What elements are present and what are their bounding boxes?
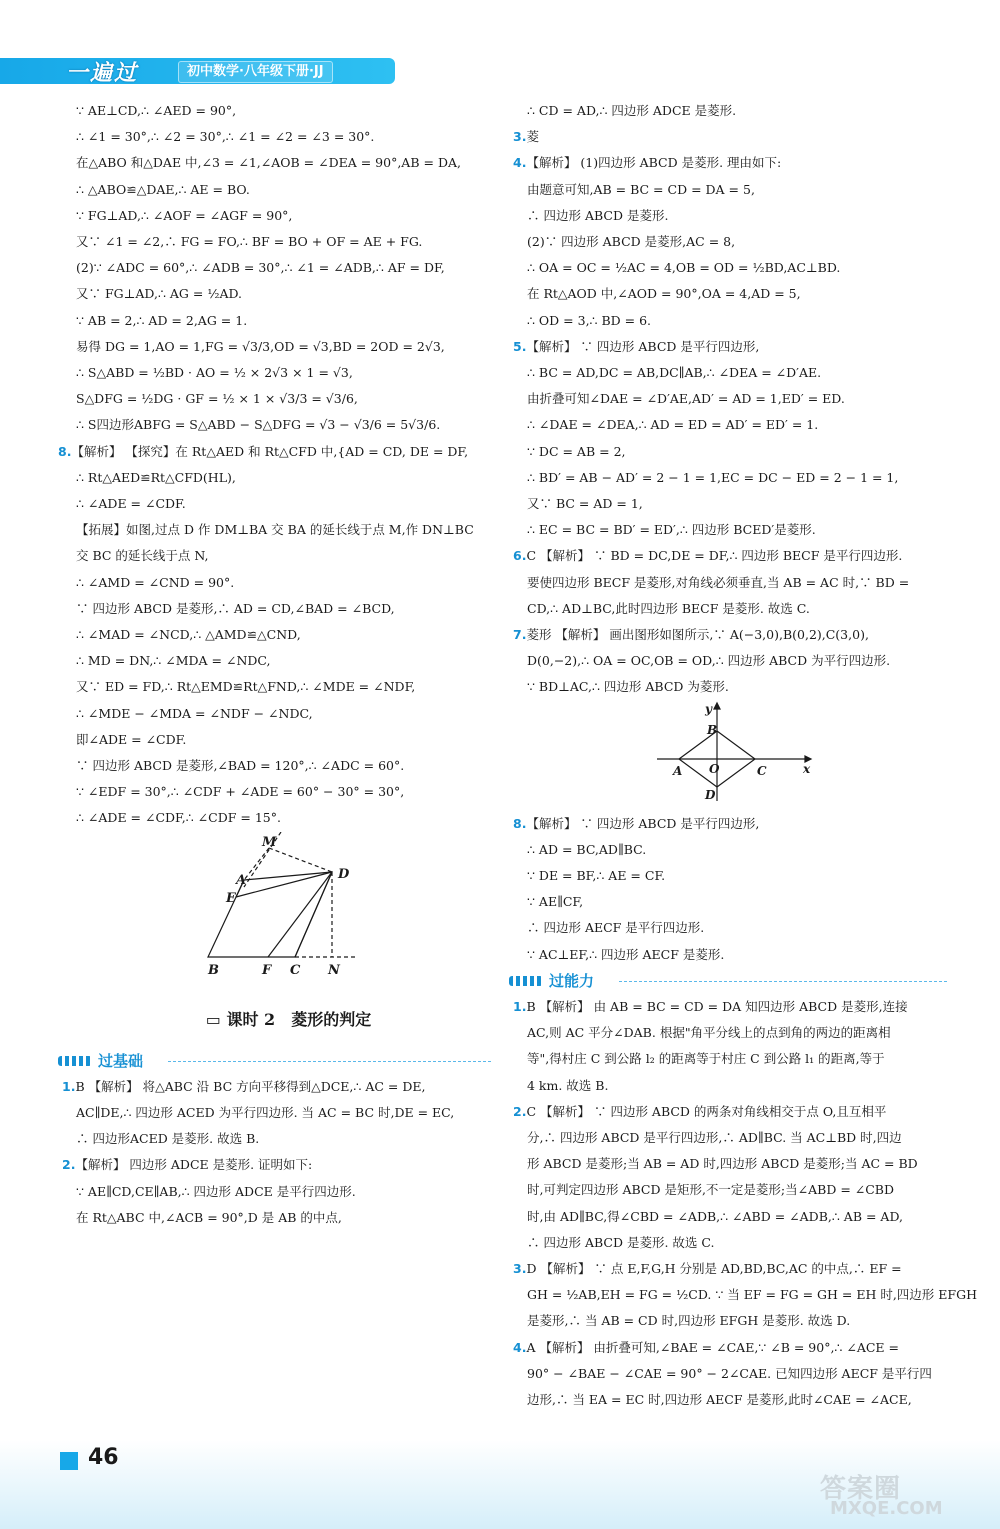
text-line: ∴ ∠MDE − ∠MDA = ∠NDF − ∠NDC, — [76, 705, 313, 721]
text-line: 易得 DG = 1,AO = 1,FG = √3/3,OD = √3,BD = 2OD = 2√3, — [76, 338, 445, 354]
question-8-right — [513, 811, 957, 968]
text-line: ∴ S四边形ABFG = S△ABD − S△DFG = √3 − √3/6 = 5√3/6. — [76, 417, 441, 433]
text-line: ∵ AE∥CF, — [527, 894, 584, 910]
text-line: 又∵ BC = AD = 1, — [527, 496, 643, 512]
text-line: ∵ FG⊥AD,∴ ∠AOF = ∠AGF = 90°, — [76, 207, 293, 223]
text-line: 在△ABO 和△DAE 中,∠3 = ∠1,∠AOB = ∠DEA = 90°,AB = DA, — [76, 155, 461, 171]
line-de — [236, 872, 332, 897]
question-number: 8. — [58, 443, 72, 459]
question-6 — [513, 543, 957, 622]
text-line: ∴ EC = BC = BD′ = ED′,∴ 四边形 BCED′是菱形. — [527, 522, 816, 538]
question-number: 5. — [513, 338, 527, 354]
text-line: S△DFG = ½DG · GF = ½ × 1 × √3/3 = √3/6, — [76, 391, 358, 407]
text-line: 边形,∴ 当 EA = EC 时,四边形 AECF 是菱形,此时∠CAE = ∠ACE, — [527, 1391, 912, 1407]
text-line — [513, 811, 957, 837]
question-text: 【解析】 ∵ 四边形 ABCD 是平行四边形, — [526, 338, 760, 354]
text-line: 是菱形,∴ 当 AB = CD 时,四边形 EFGH 是菱形. 故选 D. — [527, 1313, 851, 1329]
text-line: 形 ABCD 是菱形;当 AB = AD 时,四边形 ABCD 是菱形;当 AC = BD — [527, 1156, 918, 1172]
label-f: F — [262, 962, 272, 978]
question-3: 3.菱 — [513, 129, 539, 145]
text-line: ∴ OD = 3,∴ BD = 6. — [527, 312, 652, 328]
left-column — [58, 98, 501, 1231]
ability-question — [513, 1335, 957, 1414]
label-d: D — [338, 866, 350, 882]
text-line: ∵ DE = BF,∴ AE = CF. — [527, 868, 666, 884]
wave-icon — [509, 976, 543, 986]
question-number: 3. — [513, 1260, 527, 1276]
text-line: CD,∴ AD⊥BC,此时四边形 BECF 是菱形. 故选 C. — [527, 600, 810, 616]
text-line: 4 km. 故选 B. — [527, 1077, 609, 1093]
section-ability: 过能力 — [509, 968, 957, 994]
text-line: 要使四边形 BECF 是菱形,对角线必须垂直,当 AB = AC 时,∵ BD = — [527, 574, 910, 590]
text-line — [513, 622, 957, 648]
right-column — [513, 98, 977, 1413]
text-line: ∵ ∠EDF = 30°,∴ ∠CDF + ∠ADE = 60° − 30° = 30°, — [76, 784, 405, 800]
text-line — [513, 334, 957, 360]
text-line: 90° − ∠BAE − ∠CAE = 90° − 2∠CAE. 已知四边形 AECF 是平行四 — [527, 1365, 932, 1381]
question-number: 2. — [513, 1103, 527, 1119]
question-number: 4. — [513, 1339, 527, 1355]
text-line: (2)∵ 四边形 ABCD 是菱形,AC = 8, — [527, 234, 736, 250]
text-line — [62, 1074, 501, 1100]
text-line: 时,可判定四边形 ABCD 是矩形,不一定是菱形;当∠ABD = ∠CBD — [527, 1182, 895, 1198]
question-text: B 【解析】 由 AB = BC = CD = DA 知四边形 ABCD 是菱形,连接 — [526, 998, 908, 1014]
ability-question — [513, 1256, 977, 1335]
question-text: 【解析】 四边形 ADCE 是菱形. 证明如下: — [75, 1157, 313, 1173]
page-marker — [60, 1452, 78, 1470]
text-line — [513, 1099, 957, 1125]
text-line: ∴ AD = BC,AD∥BC. — [527, 841, 647, 857]
label-m: M — [262, 834, 277, 850]
section-rule — [168, 1061, 491, 1062]
text-line — [513, 1256, 957, 1282]
text-line: 由题意可知,AB = BC = CD = DA = 5, — [527, 181, 755, 197]
text-line: ∴ ∠MAD = ∠NCD,∴ △AMD≌△CND, — [76, 627, 301, 643]
question-text: C 【解析】 ∵ 四边形 ABCD 的两条对角线相交于点 O,且互相平 — [526, 1103, 887, 1119]
text-line — [62, 1152, 501, 1178]
text-line: D(0,−2),∴ OA = OC,OB = OD,∴ 四边形 ABCD 为平行四边形. — [527, 653, 891, 669]
text-line: ∴ BC = AD,DC = AB,DC∥AB,∴ ∠DEA = ∠D′AE. — [527, 365, 822, 381]
ability-question — [513, 994, 957, 1099]
question-text: C 【解析】 ∵ BD = DC,DE = DF,∴ 四边形 BECF 是平行四边形. — [526, 548, 903, 564]
label-a: A — [236, 872, 247, 888]
text-line: ∴ ∠AMD = ∠CND = 90°. — [76, 574, 235, 590]
text-line: 又∵ FG⊥AD,∴ AG = ½AD. — [76, 286, 243, 302]
text-line: ∴ 四边形 ABCD 是菱形. — [527, 207, 669, 223]
text-line: ∴ ∠ADE = ∠CDF. — [76, 496, 186, 512]
ability-questions — [513, 994, 977, 1413]
text-line: ∵ 四边形 ABCD 是菱形,∴ AD = CD,∠BAD = ∠BCD, — [76, 600, 395, 616]
text-line — [513, 150, 957, 176]
lesson-title: ▭ 课时 2 菱形的判定 — [205, 1009, 372, 1029]
text-line: ∴ △ABO≌△DAE,∴ AE = BO. — [76, 181, 250, 197]
question-8-body — [76, 465, 501, 832]
wave-icon — [58, 1056, 92, 1066]
label-y: y — [705, 701, 712, 716]
question-number: 4. — [513, 155, 527, 171]
question-8 — [58, 439, 501, 465]
question-number: 7. — [513, 627, 527, 643]
text-line — [513, 1335, 957, 1361]
text-line: 又∵ ED = FD,∴ Rt△EMD≌Rt△FND,∴ ∠MDE = ∠NDF, — [76, 679, 416, 695]
label-x: x — [803, 761, 811, 776]
label-a7: A — [673, 763, 683, 778]
text-line: ∵ AB = 2,∴ AD = 2,AG = 1. — [76, 312, 248, 328]
text-line: ∵ AC⊥EF,∴ 四边形 AECF 是菱形. — [527, 946, 725, 962]
text-line: ∵ AE∥CD,CE∥AB,∴ 四边形 ADCE 是平行四边形. — [76, 1183, 356, 1199]
text-line: 又∵ ∠1 = ∠2,∴ FG = FO,∴ BF = BO + OF = AE + FG. — [76, 234, 423, 250]
question-text: 【解析】 (1)四边形 ABCD 是菱形. 理由如下: — [526, 155, 782, 171]
rhombus-figure — [76, 832, 501, 992]
text-line: 【拓展】如图,过点 D 作 DM⊥BA 交 BA 的延长线于点 M,作 DN⊥BC — [76, 522, 474, 538]
text-line: (2)∵ ∠ADC = 60°,∴ ∠ADB = 30°,∴ ∠1 = ∠ADB,∴ AF = DF, — [76, 260, 445, 276]
continued-line: ∴ CD = AD,∴ 四边形 ADCE 是菱形. — [527, 103, 737, 118]
question-line: 【解析】 【探究】在 Rt△AED 和 Rt△CFD 中,{AD = CD, DE = DF, — [71, 443, 469, 459]
basic-question — [62, 1152, 501, 1231]
text-line: ∴ Rt△AED≌Rt△CFD(HL), — [76, 469, 236, 485]
label-e: E — [226, 890, 236, 906]
text-line: ∴ 四边形 AECF 是平行四边形. — [527, 920, 705, 936]
label-c7: C — [757, 763, 767, 778]
page-header — [0, 0, 1000, 92]
text-line: AC∥DE,∴ 四边形 ACED 为平行四边形. 当 AC = BC 时,DE = EC, — [76, 1104, 455, 1120]
text-line: 时,由 AD∥BC,得∠CBD = ∠ADB,∴ ∠ABD = ∠ADB,∴ AB = AD, — [527, 1208, 904, 1224]
label-o7: O — [709, 761, 720, 776]
question-number: 6. — [513, 548, 527, 564]
label-d7: D — [705, 787, 716, 802]
question-number: 1. — [513, 998, 527, 1014]
text-line: ∵ BD⊥AC,∴ 四边形 ABCD 为菱形. — [527, 679, 729, 695]
question-text: 【解析】 ∵ 四边形 ABCD 是平行四边形, — [526, 815, 760, 831]
text-line: ∴ OA = OC = ½AC = 4,OB = OD = ½BD,AC⊥BD. — [527, 260, 841, 276]
book-tag: 初中数学·八年级下册·JJ — [178, 61, 333, 83]
line-ma — [244, 848, 269, 880]
coordinate-figure — [527, 701, 957, 811]
question-number: 1. — [62, 1078, 76, 1094]
question-text: B 【解析】 将△ABC 沿 BC 方向平移得到△DCE,∴ AC = DE, — [75, 1078, 426, 1094]
watermark-logo: 答案圈 — [820, 1474, 902, 1504]
text-line: 交 BC 的延长线于点 N, — [76, 548, 209, 564]
label-c: C — [290, 962, 301, 978]
basic-question — [62, 1074, 501, 1153]
page-number: 46 — [88, 1445, 119, 1470]
question-text: A 【解析】 由折叠可知,∠BAE = ∠CAE,∵ ∠B = 90°,∴ ∠ACE = — [526, 1339, 899, 1355]
text-line: ∴ ∠1 = 30°,∴ ∠2 = 30°,∴ ∠1 = ∠2 = ∠3 = 30°. — [76, 129, 375, 145]
label-b: B — [208, 962, 219, 978]
text-line: 在 Rt△ABC 中,∠ACB = 90°,D 是 AB 的中点, — [76, 1209, 342, 1225]
solution-continued — [76, 98, 501, 439]
label-b7: B — [707, 722, 718, 737]
text-line — [513, 543, 957, 569]
text-line — [513, 994, 957, 1020]
text-line: ∴ MD = DN,∴ ∠MDA = ∠NDC, — [76, 653, 271, 669]
question-number: 8. — [513, 815, 527, 831]
text-line: ∵ DC = AB = 2, — [527, 443, 626, 459]
text-line: ∴ 四边形ACED 是菱形. 故选 B. — [76, 1131, 260, 1147]
question-number: 2. — [62, 1157, 76, 1173]
label-n: N — [328, 962, 340, 978]
text-line: ∴ 四边形 ABCD 是菱形. 故选 C. — [527, 1234, 715, 1250]
basic-questions — [62, 1074, 501, 1231]
question-4 — [513, 150, 957, 333]
ability-question — [513, 1099, 957, 1256]
text-line: ∴ ∠DAE = ∠DEA,∴ AD = ED = AD′ = ED′ = 1. — [527, 417, 819, 433]
text-line: ∴ ∠ADE = ∠CDF,∴ ∠CDF = 15°. — [76, 810, 281, 826]
text-line: ∵ AE⊥CD,∴ ∠AED = 90°, — [76, 103, 237, 118]
line-md — [269, 848, 332, 872]
text-line: ∴ BD′ = AB − AD′ = 2 − 1 = 1,EC = DC − ED = 2 − 1 = 1, — [527, 469, 899, 485]
section-basic: 过基础 — [58, 1048, 501, 1074]
text-line: 分,∴ 四边形 ABCD 是平行四边形,∴ AD∥BC. 当 AC⊥BD 时,四边 — [527, 1129, 902, 1145]
watermark-url: MXQE.COM — [830, 1498, 943, 1519]
text-line: 在 Rt△AOD 中,∠AOD = 90°,OA = 4,AD = 5, — [527, 286, 801, 302]
question-5 — [513, 334, 957, 544]
question-text: 菱形 【解析】 画出图形如图所示,∵ A(−3,0),B(0,2),C(3,0), — [526, 627, 869, 643]
text-line: AC,则 AC 平分∠DAB. 根据"角平分线上的点到角的两边的距离相 — [527, 1025, 891, 1041]
text-line: 等",得村庄 C 到公路 l₂ 的距离等于村庄 C 到公路 l₁ 的距离,等于 — [527, 1051, 885, 1067]
text-line: GH = ½AB,EH = FG = ½CD. ∵ 当 EF = FG = GH = EH 时,四边形 EFGH — [527, 1287, 977, 1303]
text-line: ∴ S△ABD = ½BD · AO = ½ × 2√3 × 1 = √3, — [76, 365, 353, 381]
text-line: 即∠ADE = ∠CDF. — [76, 731, 187, 747]
question-text: D 【解析】 ∵ 点 E,F,G,H 分别是 AD,BD,BC,AC 的中点,∴ EF = — [526, 1260, 902, 1276]
text-line: ∵ 四边形 ABCD 是菱形,∠BAD = 120°,∴ ∠ADC = 60°. — [76, 758, 405, 774]
question-7 — [513, 622, 957, 701]
section-rule — [619, 981, 947, 982]
text-line: 由折叠可知∠DAE = ∠D′AE,AD′ = AD = 1,ED′ = ED. — [527, 391, 845, 407]
lesson-icon: ▭ — [205, 1009, 227, 1029]
brand-logo: 一遍过 — [66, 61, 139, 86]
